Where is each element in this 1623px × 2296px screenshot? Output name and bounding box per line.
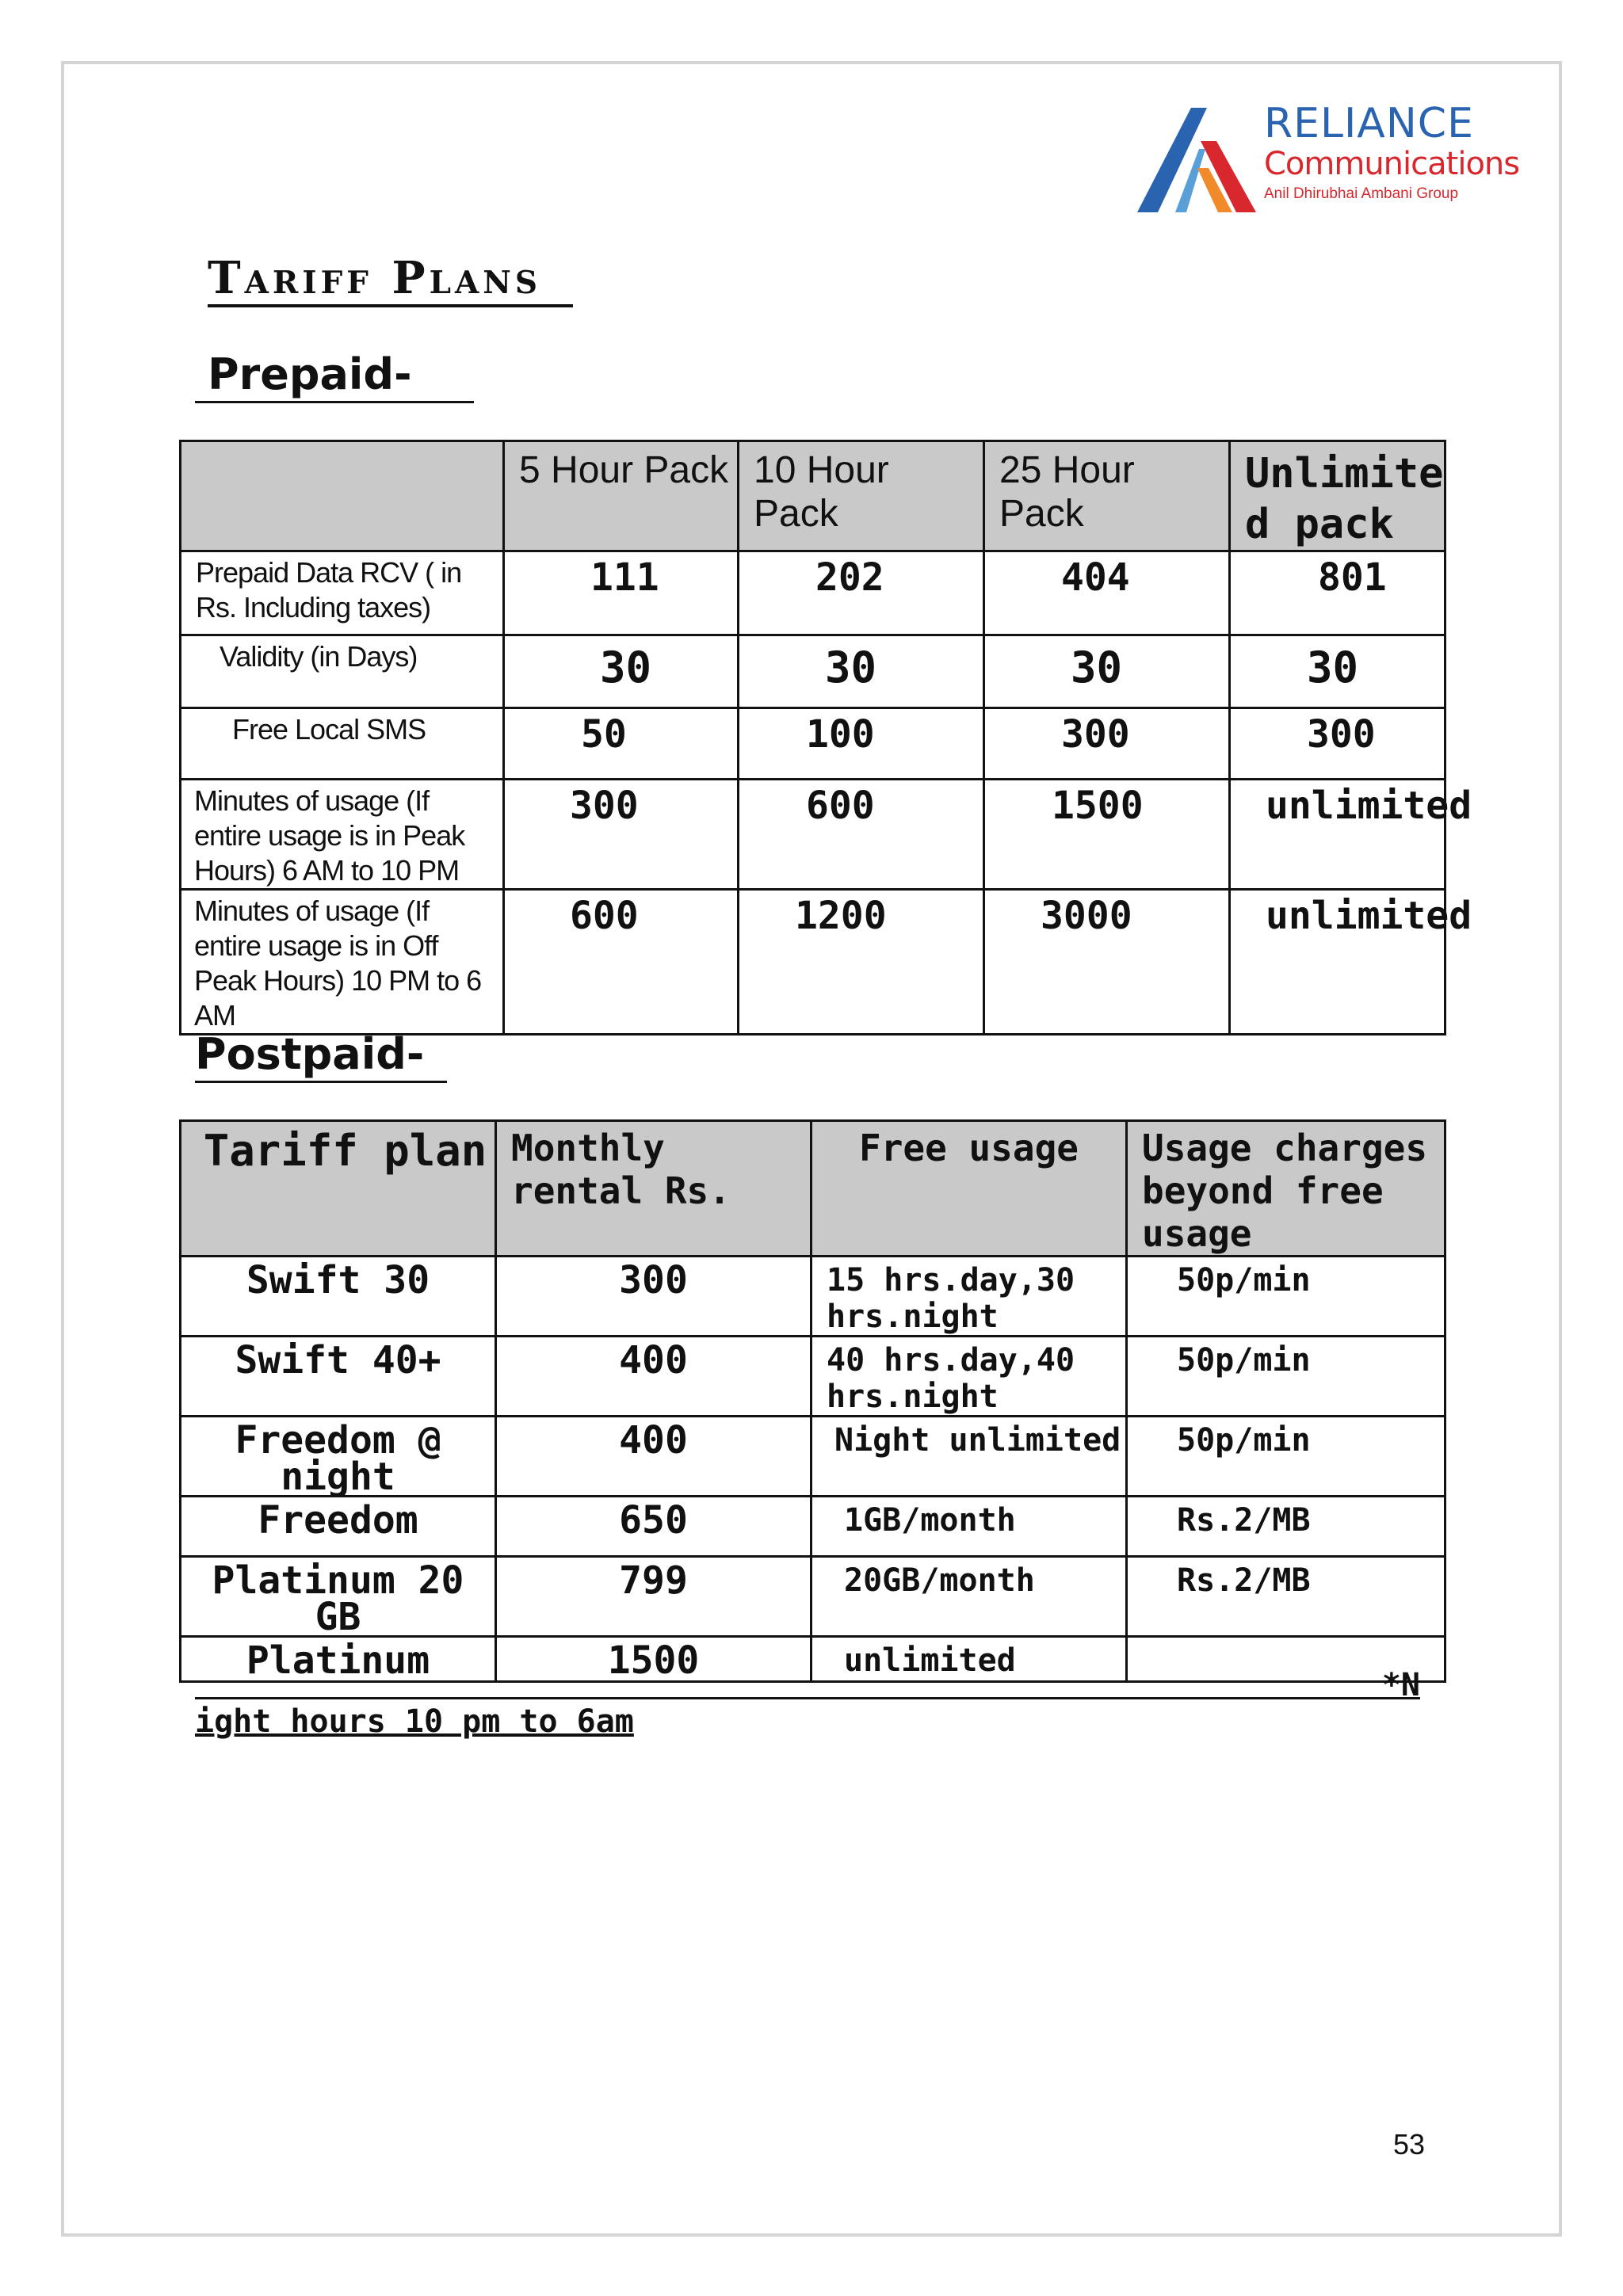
free-usage: unlimited <box>812 1637 1127 1682</box>
table-row <box>181 890 1445 1035</box>
usage-charges: Rs.2/MB <box>1127 1557 1445 1637</box>
table-cell: 50 <box>504 708 739 780</box>
plan-name: Platinum <box>181 1637 496 1682</box>
table-cell: unlimited <box>1230 890 1445 1035</box>
brand-name: RELIANCE <box>1264 100 1474 147</box>
table-row <box>181 1257 1445 1337</box>
row-label: Minutes of usage (If entire usage is in Off Peak Hours) 10 PM to 6 AM <box>181 890 504 1035</box>
plan-name: Freedom <box>181 1497 496 1557</box>
table-cell: 300 <box>1230 708 1445 780</box>
table-row <box>181 1557 1445 1637</box>
usage-charges: 50p/min <box>1127 1417 1445 1497</box>
free-usage: 20GB/month <box>812 1557 1127 1637</box>
plan-name: Platinum 20 GB <box>181 1557 496 1637</box>
table-cell: 300 <box>504 780 739 890</box>
table-header-row <box>181 1121 1445 1257</box>
free-usage: Night unlimited <box>812 1417 1127 1497</box>
page-number: 53 <box>1393 2128 1426 2161</box>
postpaid-table <box>179 1119 1446 1683</box>
row-label: Free Local SMS <box>181 708 504 780</box>
monthly-rental: 650 <box>496 1497 812 1557</box>
monthly-rental: 1500 <box>496 1637 812 1682</box>
footnote-marker: *N <box>1381 1667 1420 1703</box>
monthly-rental: 400 <box>496 1337 812 1417</box>
column-header <box>181 441 504 551</box>
plan-name: Swift 40+ <box>181 1337 496 1417</box>
table-cell: 1500 <box>984 780 1230 890</box>
prepaid-table <box>179 440 1472 1035</box>
column-header: Unlimite d pack <box>1230 441 1445 551</box>
table-row <box>181 1497 1445 1557</box>
table-cell: 100 <box>739 708 984 780</box>
table-row <box>181 635 1445 708</box>
column-header: 5 Hour Pack <box>504 441 739 551</box>
footnote-rule <box>195 1697 1420 1699</box>
usage-charges: 50p/min <box>1127 1257 1445 1337</box>
table-row <box>181 1417 1445 1497</box>
monthly-rental: 300 <box>496 1257 812 1337</box>
table-cell: 30 <box>1230 635 1445 708</box>
monthly-rental: 400 <box>496 1417 812 1497</box>
table-cell: unlimited <box>1230 780 1445 890</box>
footnote-text: ight hours 10 pm to 6am <box>195 1703 634 1740</box>
table-cell: 30 <box>984 635 1230 708</box>
row-label: Prepaid Data RCV ( in Rs. Including taxes) <box>181 551 504 635</box>
table-cell: 600 <box>504 890 739 1035</box>
reliance-logo <box>1129 101 1526 220</box>
free-usage: 40 hrs.day,40 hrs.night <box>812 1337 1127 1417</box>
usage-charges: 50p/min <box>1127 1337 1445 1417</box>
table-cell: 30 <box>504 635 739 708</box>
column-header: 10 Hour Pack <box>739 441 984 551</box>
plan-name: Freedom @ night <box>181 1417 496 1497</box>
table-cell: 202 <box>739 551 984 635</box>
table-row <box>181 708 1445 780</box>
brand-subtitle: Communications <box>1264 146 1520 182</box>
row-label: Validity (in Days) <box>181 635 504 708</box>
free-usage: 15 hrs.day,30 hrs.night <box>812 1257 1127 1337</box>
table-cell: 30 <box>739 635 984 708</box>
table-cell: 801 <box>1230 551 1445 635</box>
monthly-rental: 799 <box>496 1557 812 1637</box>
table-cell: 404 <box>984 551 1230 635</box>
reliance-logo-icon <box>1129 101 1264 220</box>
brand-group: Anil Dhirubhai Ambani Group <box>1264 185 1459 202</box>
usage-charges: Rs.2/MB <box>1127 1497 1445 1557</box>
table-row <box>181 1637 1445 1682</box>
table-row <box>181 780 1445 890</box>
table-row <box>181 1337 1445 1417</box>
free-usage: 1GB/month <box>812 1497 1127 1557</box>
table-cell: 600 <box>739 780 984 890</box>
table-cell: 300 <box>984 708 1230 780</box>
column-header: Tariff plan <box>181 1121 496 1257</box>
table-header-row <box>181 441 1445 551</box>
table-cell: 111 <box>504 551 739 635</box>
prepaid-heading: Prepaid- <box>195 349 474 403</box>
column-header: Usage charges beyond free usage <box>1127 1121 1445 1257</box>
page-title: Tariff Plans <box>208 252 573 307</box>
table-cell: 3000 <box>984 890 1230 1035</box>
table-row <box>181 551 1445 635</box>
table-cell: 1200 <box>739 890 984 1035</box>
column-header: Free usage <box>812 1121 1127 1257</box>
row-label: Minutes of usage (If entire usage is in Peak Hours) 6 AM to 10 PM <box>181 780 504 890</box>
column-header: 25 Hour Pack <box>984 441 1230 551</box>
plan-name: Swift 30 <box>181 1257 496 1337</box>
column-header: Monthly rental Rs. <box>496 1121 812 1257</box>
postpaid-heading: Postpaid- <box>195 1028 447 1083</box>
